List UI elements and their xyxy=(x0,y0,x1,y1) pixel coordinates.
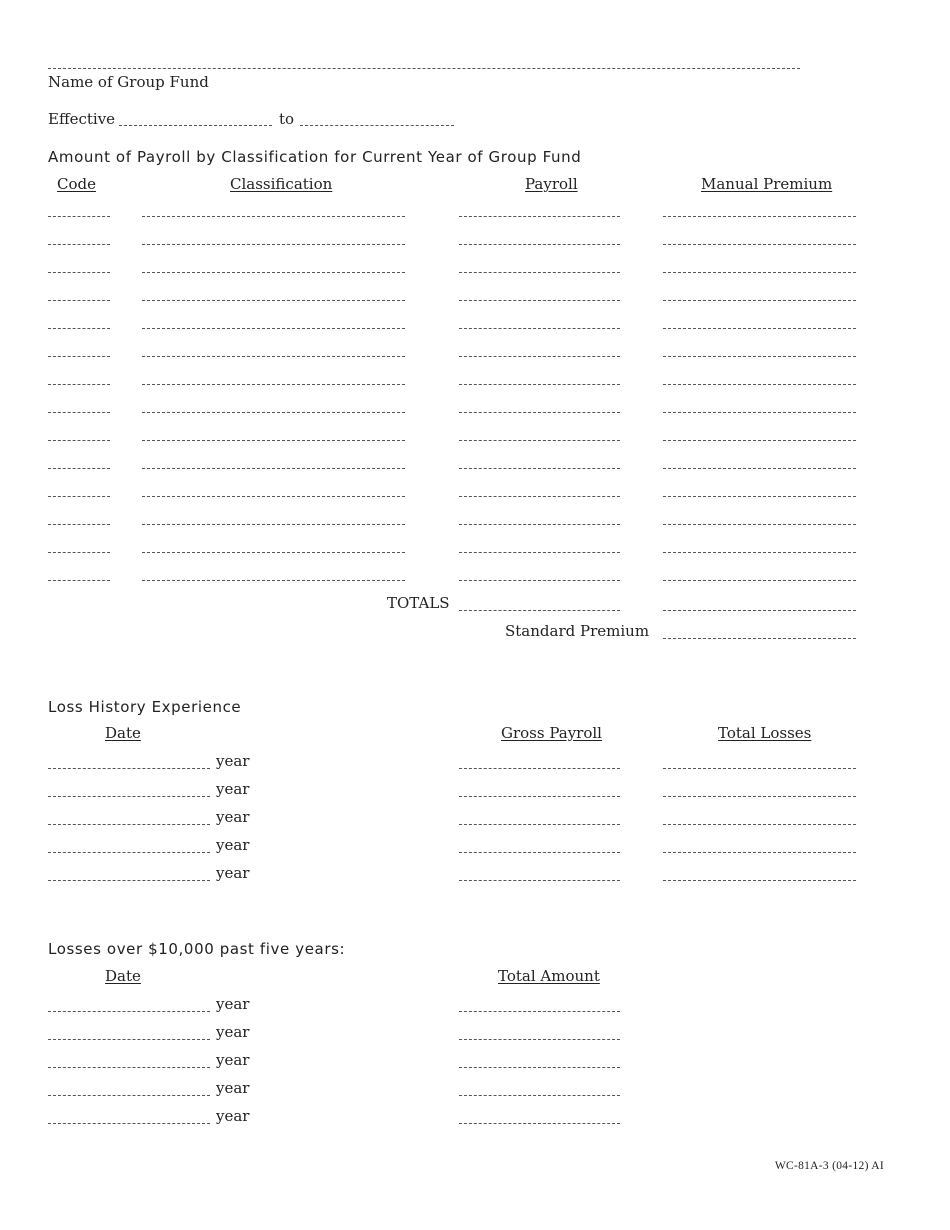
code-column-header: Code xyxy=(57,175,96,193)
code-field[interactable] xyxy=(48,440,110,441)
payroll-column-header: Payroll xyxy=(525,175,578,193)
manual-premium-field[interactable] xyxy=(663,244,856,245)
year-label: year xyxy=(216,836,250,854)
manual-premium-field[interactable] xyxy=(663,300,856,301)
payroll-field[interactable] xyxy=(459,524,620,525)
totals-label: TOTALS xyxy=(387,594,450,612)
total-losses-column-header: Total Losses xyxy=(718,724,812,742)
classification-field[interactable] xyxy=(142,272,405,273)
totals-payroll-field[interactable] xyxy=(459,610,620,611)
standard-premium-label: Standard Premium xyxy=(505,622,650,640)
total-amount-field[interactable] xyxy=(459,1011,620,1012)
classification-field[interactable] xyxy=(142,440,405,441)
year-label: year xyxy=(216,808,250,826)
code-field[interactable] xyxy=(48,580,110,581)
year-label: year xyxy=(216,864,250,882)
payroll-field[interactable] xyxy=(459,412,620,413)
code-field[interactable] xyxy=(48,496,110,497)
large-loss-date-field[interactable] xyxy=(48,1123,210,1124)
manual-premium-column-header: Manual Premium xyxy=(701,175,833,193)
total-amount-field[interactable] xyxy=(459,1039,620,1040)
payroll-field[interactable] xyxy=(459,244,620,245)
loss-date-column-header: Date xyxy=(105,724,141,742)
classification-field[interactable] xyxy=(142,356,405,357)
total-amount-field[interactable] xyxy=(459,1095,620,1096)
year-label: year xyxy=(216,752,250,770)
loss-date-field[interactable] xyxy=(48,768,210,769)
code-field[interactable] xyxy=(48,272,110,273)
manual-premium-field[interactable] xyxy=(663,440,856,441)
classification-field[interactable] xyxy=(142,524,405,525)
total-losses-field[interactable] xyxy=(663,796,856,797)
total-losses-field[interactable] xyxy=(663,880,856,881)
total-amount-column-header: Total Amount xyxy=(498,967,600,985)
payroll-field[interactable] xyxy=(459,468,620,469)
code-field[interactable] xyxy=(48,468,110,469)
year-label: year xyxy=(216,1079,250,1097)
payroll-field[interactable] xyxy=(459,440,620,441)
total-losses-field[interactable] xyxy=(663,824,856,825)
classification-field[interactable] xyxy=(142,468,405,469)
effective-to-field[interactable] xyxy=(300,125,454,126)
total-losses-field[interactable] xyxy=(663,768,856,769)
manual-premium-field[interactable] xyxy=(663,384,856,385)
total-amount-field[interactable] xyxy=(459,1067,620,1068)
manual-premium-field[interactable] xyxy=(663,552,856,553)
manual-premium-field[interactable] xyxy=(663,216,856,217)
payroll-field[interactable] xyxy=(459,552,620,553)
standard-premium-field[interactable] xyxy=(663,638,856,639)
classification-field[interactable] xyxy=(142,300,405,301)
effective-from-field[interactable] xyxy=(119,125,272,126)
manual-premium-field[interactable] xyxy=(663,580,856,581)
classification-field[interactable] xyxy=(142,384,405,385)
gross-payroll-field[interactable] xyxy=(459,880,620,881)
loss-date-field[interactable] xyxy=(48,796,210,797)
code-field[interactable] xyxy=(48,384,110,385)
gross-payroll-field[interactable] xyxy=(459,824,620,825)
code-field[interactable] xyxy=(48,328,110,329)
code-field[interactable] xyxy=(48,552,110,553)
manual-premium-field[interactable] xyxy=(663,524,856,525)
loss-date-field[interactable] xyxy=(48,880,210,881)
loss-date-field[interactable] xyxy=(48,852,210,853)
manual-premium-field[interactable] xyxy=(663,356,856,357)
payroll-field[interactable] xyxy=(459,384,620,385)
code-field[interactable] xyxy=(48,412,110,413)
large-loss-date-field[interactable] xyxy=(48,1067,210,1068)
payroll-field[interactable] xyxy=(459,328,620,329)
year-label: year xyxy=(216,1023,250,1041)
code-field[interactable] xyxy=(48,244,110,245)
classification-field[interactable] xyxy=(142,216,405,217)
group-fund-name-field[interactable] xyxy=(48,68,800,69)
year-label: year xyxy=(216,995,250,1013)
loss-history-title: Loss History Experience xyxy=(48,698,242,716)
payroll-field[interactable] xyxy=(459,580,620,581)
manual-premium-field[interactable] xyxy=(663,328,856,329)
manual-premium-field[interactable] xyxy=(663,468,856,469)
year-label: year xyxy=(216,1051,250,1069)
classification-field[interactable] xyxy=(142,552,405,553)
payroll-section-title: Amount of Payroll by Classification for Current Year of Group Fund xyxy=(48,148,582,166)
classification-field[interactable] xyxy=(142,580,405,581)
manual-premium-field[interactable] xyxy=(663,412,856,413)
gross-payroll-column-header: Gross Payroll xyxy=(501,724,602,742)
large-loss-date-column-header: Date xyxy=(105,967,141,985)
form-id: WC-81A-3 (04-12) AI xyxy=(774,1160,884,1172)
manual-premium-field[interactable] xyxy=(663,496,856,497)
gross-payroll-field[interactable] xyxy=(459,768,620,769)
large-loss-date-field[interactable] xyxy=(48,1039,210,1040)
payroll-field[interactable] xyxy=(459,300,620,301)
classification-column-header: Classification xyxy=(230,175,333,193)
classification-field[interactable] xyxy=(142,244,405,245)
gross-payroll-field[interactable] xyxy=(459,852,620,853)
large-loss-date-field[interactable] xyxy=(48,1011,210,1012)
payroll-field[interactable] xyxy=(459,496,620,497)
classification-field[interactable] xyxy=(142,328,405,329)
year-label: year xyxy=(216,780,250,798)
code-field[interactable] xyxy=(48,300,110,301)
group-fund-name-label: Name of Group Fund xyxy=(48,73,209,91)
loss-date-field[interactable] xyxy=(48,824,210,825)
payroll-field[interactable] xyxy=(459,216,620,217)
large-loss-date-field[interactable] xyxy=(48,1095,210,1096)
gross-payroll-field[interactable] xyxy=(459,796,620,797)
payroll-field[interactable] xyxy=(459,272,620,273)
payroll-field[interactable] xyxy=(459,356,620,357)
code-field[interactable] xyxy=(48,356,110,357)
totals-manual-premium-field[interactable] xyxy=(663,610,856,611)
year-label: year xyxy=(216,1107,250,1125)
code-field[interactable] xyxy=(48,216,110,217)
effective-to-label: to xyxy=(279,110,295,128)
total-losses-field[interactable] xyxy=(663,852,856,853)
effective-label: Effective xyxy=(48,110,116,128)
classification-field[interactable] xyxy=(142,412,405,413)
code-field[interactable] xyxy=(48,524,110,525)
large-losses-title: Losses over $10,000 past five years: xyxy=(48,940,346,958)
manual-premium-field[interactable] xyxy=(663,272,856,273)
classification-field[interactable] xyxy=(142,496,405,497)
total-amount-field[interactable] xyxy=(459,1123,620,1124)
